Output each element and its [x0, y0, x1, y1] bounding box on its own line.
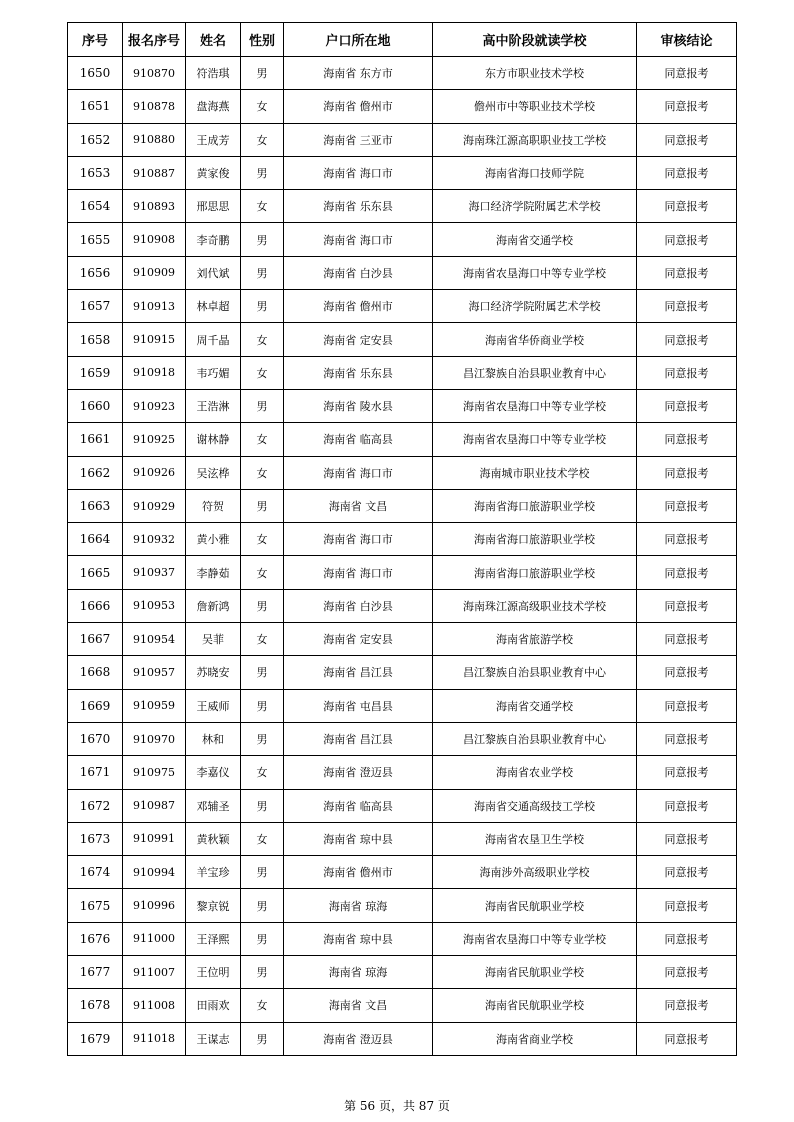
hukou-cell: 海南省 乐东县	[284, 190, 433, 223]
gender-cell: 男	[241, 656, 284, 689]
hukou-cell: 海南省 儋州市	[284, 290, 433, 323]
review-results-table-container	[67, 22, 736, 1056]
gender-cell: 男	[241, 589, 284, 622]
seq-cell: 1663	[68, 489, 123, 522]
gender-cell: 女	[241, 756, 284, 789]
name-cell: 王位明	[186, 956, 241, 989]
seq-cell: 1650	[68, 57, 123, 90]
col-school-header: 高中阶段就读学校	[433, 23, 637, 57]
school-cell: 海南省农垦海口中等专业学校	[433, 256, 637, 289]
conclusion-cell: 同意报考	[637, 889, 737, 922]
name-cell: 李奇鹏	[186, 223, 241, 256]
conclusion-cell: 同意报考	[637, 556, 737, 589]
conclusion-cell: 同意报考	[637, 756, 737, 789]
gender-cell: 男	[241, 256, 284, 289]
gender-cell: 男	[241, 956, 284, 989]
conclusion-cell: 同意报考	[637, 1022, 737, 1055]
table-body	[68, 57, 737, 1056]
page-number: 第 56 页，共 87 页	[344, 1099, 450, 1113]
table-row	[68, 456, 737, 489]
hukou-cell: 海南省 琼海	[284, 889, 433, 922]
hukou-cell: 海南省 琼中县	[284, 922, 433, 955]
reg-no-cell: 910957	[123, 656, 186, 689]
conclusion-cell: 同意报考	[637, 456, 737, 489]
school-cell: 海南省农垦海口中等专业学校	[433, 423, 637, 456]
reg-no-cell: 910880	[123, 123, 186, 156]
name-cell: 李静茹	[186, 556, 241, 589]
gender-cell: 女	[241, 523, 284, 556]
reg-no-cell: 910987	[123, 789, 186, 822]
conclusion-cell: 同意报考	[637, 722, 737, 755]
table-row	[68, 889, 737, 922]
seq-cell: 1668	[68, 656, 123, 689]
reg-no-cell: 910925	[123, 423, 186, 456]
school-cell: 海南省华侨商业学校	[433, 323, 637, 356]
conclusion-cell: 同意报考	[637, 356, 737, 389]
gender-cell: 女	[241, 456, 284, 489]
reg-no-cell: 910953	[123, 589, 186, 622]
reg-no-cell: 910887	[123, 156, 186, 189]
name-cell: 符浩琪	[186, 57, 241, 90]
school-cell: 海南省海口旅游职业学校	[433, 489, 637, 522]
name-cell: 符贺	[186, 489, 241, 522]
hukou-cell: 海南省 临高县	[284, 423, 433, 456]
school-cell: 海南城市职业技术学校	[433, 456, 637, 489]
conclusion-cell: 同意报考	[637, 290, 737, 323]
hukou-cell: 海南省 海口市	[284, 523, 433, 556]
table-row	[68, 789, 737, 822]
school-cell: 海口经济学院附属艺术学校	[433, 290, 637, 323]
gender-cell: 女	[241, 323, 284, 356]
name-cell: 刘代斌	[186, 256, 241, 289]
school-cell: 海南省民航职业学校	[433, 956, 637, 989]
name-cell: 林和	[186, 722, 241, 755]
reg-no-cell: 910975	[123, 756, 186, 789]
table-row	[68, 1022, 737, 1055]
name-cell: 黄小雅	[186, 523, 241, 556]
school-cell: 昌江黎族自治县职业教育中心	[433, 722, 637, 755]
conclusion-cell: 同意报考	[637, 123, 737, 156]
table-row	[68, 756, 737, 789]
reg-no-cell: 911000	[123, 922, 186, 955]
seq-cell: 1662	[68, 456, 123, 489]
name-cell: 黄秋颖	[186, 822, 241, 855]
table-row	[68, 489, 737, 522]
gender-cell: 男	[241, 389, 284, 422]
seq-cell: 1675	[68, 889, 123, 922]
gender-cell: 男	[241, 856, 284, 889]
name-cell: 詹新鸿	[186, 589, 241, 622]
reg-no-cell: 910878	[123, 90, 186, 123]
col-gender-header: 性别	[241, 23, 284, 57]
gender-cell: 男	[241, 156, 284, 189]
seq-cell: 1659	[68, 356, 123, 389]
conclusion-cell: 同意报考	[637, 523, 737, 556]
name-cell: 邓辅圣	[186, 789, 241, 822]
table-row	[68, 656, 737, 689]
reg-no-cell: 910994	[123, 856, 186, 889]
school-cell: 海口经济学院附属艺术学校	[433, 190, 637, 223]
reg-no-cell: 910893	[123, 190, 186, 223]
reg-no-cell: 910929	[123, 489, 186, 522]
name-cell: 王威师	[186, 689, 241, 722]
seq-cell: 1661	[68, 423, 123, 456]
name-cell: 王泽熙	[186, 922, 241, 955]
table-row	[68, 856, 737, 889]
table-header	[68, 23, 737, 57]
reg-no-cell: 910954	[123, 623, 186, 656]
seq-cell: 1660	[68, 389, 123, 422]
reg-no-cell: 910937	[123, 556, 186, 589]
conclusion-cell: 同意报考	[637, 389, 737, 422]
hukou-cell: 海南省 陵水县	[284, 389, 433, 422]
seq-cell: 1657	[68, 290, 123, 323]
col-name-header: 姓名	[186, 23, 241, 57]
reg-no-cell: 910918	[123, 356, 186, 389]
table-row	[68, 290, 737, 323]
conclusion-cell: 同意报考	[637, 789, 737, 822]
school-cell: 海南省海口技师学院	[433, 156, 637, 189]
school-cell: 海南省民航职业学校	[433, 989, 637, 1022]
conclusion-cell: 同意报考	[637, 323, 737, 356]
school-cell: 海南省农业学校	[433, 756, 637, 789]
hukou-cell: 海南省 定安县	[284, 323, 433, 356]
reg-no-cell: 910913	[123, 290, 186, 323]
table-row	[68, 423, 737, 456]
gender-cell: 男	[241, 57, 284, 90]
conclusion-cell: 同意报考	[637, 190, 737, 223]
name-cell: 田雨欢	[186, 989, 241, 1022]
seq-cell: 1652	[68, 123, 123, 156]
gender-cell: 男	[241, 290, 284, 323]
table-row	[68, 822, 737, 855]
table-row	[68, 689, 737, 722]
col-conclusion-header: 审核结论	[637, 23, 737, 57]
conclusion-cell: 同意报考	[637, 156, 737, 189]
conclusion-cell: 同意报考	[637, 689, 737, 722]
school-cell: 海南省海口旅游职业学校	[433, 556, 637, 589]
gender-cell: 女	[241, 190, 284, 223]
reg-no-cell: 911008	[123, 989, 186, 1022]
school-cell: 海南省农垦海口中等专业学校	[433, 389, 637, 422]
header-row	[68, 23, 737, 57]
name-cell: 李嘉仪	[186, 756, 241, 789]
table-row	[68, 223, 737, 256]
reg-no-cell: 910909	[123, 256, 186, 289]
gender-cell: 男	[241, 223, 284, 256]
table-row	[68, 90, 737, 123]
name-cell: 苏晓安	[186, 656, 241, 689]
table-row	[68, 323, 737, 356]
conclusion-cell: 同意报考	[637, 223, 737, 256]
seq-cell: 1672	[68, 789, 123, 822]
gender-cell: 男	[241, 722, 284, 755]
conclusion-cell: 同意报考	[637, 922, 737, 955]
table-row	[68, 722, 737, 755]
name-cell: 林卓超	[186, 290, 241, 323]
hukou-cell: 海南省 琼中县	[284, 822, 433, 855]
hukou-cell: 海南省 文昌	[284, 989, 433, 1022]
table-row	[68, 956, 737, 989]
seq-cell: 1665	[68, 556, 123, 589]
name-cell: 邢思思	[186, 190, 241, 223]
col-reg-no-header: 报名序号	[123, 23, 186, 57]
reg-no-cell: 910926	[123, 456, 186, 489]
school-cell: 昌江黎族自治县职业教育中心	[433, 656, 637, 689]
gender-cell: 女	[241, 356, 284, 389]
reg-no-cell: 910870	[123, 57, 186, 90]
name-cell: 王成芳	[186, 123, 241, 156]
reg-no-cell: 910996	[123, 889, 186, 922]
hukou-cell: 海南省 澄迈县	[284, 756, 433, 789]
seq-cell: 1671	[68, 756, 123, 789]
review-results-table	[67, 22, 737, 1056]
col-seq-header: 序号	[68, 23, 123, 57]
school-cell: 儋州市中等职业技术学校	[433, 90, 637, 123]
gender-cell: 男	[241, 689, 284, 722]
seq-cell: 1658	[68, 323, 123, 356]
hukou-cell: 海南省 昌江县	[284, 722, 433, 755]
conclusion-cell: 同意报考	[637, 90, 737, 123]
seq-cell: 1674	[68, 856, 123, 889]
seq-cell: 1670	[68, 722, 123, 755]
table-row	[68, 123, 737, 156]
conclusion-cell: 同意报考	[637, 623, 737, 656]
seq-cell: 1666	[68, 589, 123, 622]
seq-cell: 1673	[68, 822, 123, 855]
gender-cell: 女	[241, 90, 284, 123]
conclusion-cell: 同意报考	[637, 489, 737, 522]
seq-cell: 1655	[68, 223, 123, 256]
hukou-cell: 海南省 海口市	[284, 556, 433, 589]
table-row	[68, 589, 737, 622]
hukou-cell: 海南省 昌江县	[284, 656, 433, 689]
reg-no-cell: 910991	[123, 822, 186, 855]
gender-cell: 男	[241, 789, 284, 822]
col-hukou-header: 户口所在地	[284, 23, 433, 57]
school-cell: 东方市职业技术学校	[433, 57, 637, 90]
gender-cell: 男	[241, 922, 284, 955]
name-cell: 周千晶	[186, 323, 241, 356]
name-cell: 王谋志	[186, 1022, 241, 1055]
school-cell: 海南珠江源高级职业技术学校	[433, 589, 637, 622]
name-cell: 吴泫桦	[186, 456, 241, 489]
conclusion-cell: 同意报考	[637, 822, 737, 855]
hukou-cell: 海南省 三亚市	[284, 123, 433, 156]
name-cell: 王浩淋	[186, 389, 241, 422]
school-cell: 海南省海口旅游职业学校	[433, 523, 637, 556]
school-cell: 海南省民航职业学校	[433, 889, 637, 922]
school-cell: 昌江黎族自治县职业教育中心	[433, 356, 637, 389]
hukou-cell: 海南省 东方市	[284, 57, 433, 90]
hukou-cell: 海南省 海口市	[284, 223, 433, 256]
hukou-cell: 海南省 儋州市	[284, 90, 433, 123]
hukou-cell: 海南省 临高县	[284, 789, 433, 822]
seq-cell: 1656	[68, 256, 123, 289]
reg-no-cell: 910970	[123, 722, 186, 755]
table-row	[68, 623, 737, 656]
school-cell: 海南省交通学校	[433, 689, 637, 722]
hukou-cell: 海南省 白沙县	[284, 589, 433, 622]
school-cell: 海南省农垦卫生学校	[433, 822, 637, 855]
hukou-cell: 海南省 乐东县	[284, 356, 433, 389]
name-cell: 黎京锐	[186, 889, 241, 922]
seq-cell: 1679	[68, 1022, 123, 1055]
hukou-cell: 海南省 白沙县	[284, 256, 433, 289]
table-row	[68, 190, 737, 223]
conclusion-cell: 同意报考	[637, 256, 737, 289]
seq-cell: 1654	[68, 190, 123, 223]
conclusion-cell: 同意报考	[637, 989, 737, 1022]
table-row	[68, 356, 737, 389]
conclusion-cell: 同意报考	[637, 589, 737, 622]
hukou-cell: 海南省 屯昌县	[284, 689, 433, 722]
seq-cell: 1678	[68, 989, 123, 1022]
conclusion-cell: 同意报考	[637, 57, 737, 90]
seq-cell: 1651	[68, 90, 123, 123]
reg-no-cell: 910959	[123, 689, 186, 722]
hukou-cell: 海南省 澄迈县	[284, 1022, 433, 1055]
hukou-cell: 海南省 儋州市	[284, 856, 433, 889]
gender-cell: 女	[241, 423, 284, 456]
reg-no-cell: 911018	[123, 1022, 186, 1055]
seq-cell: 1676	[68, 922, 123, 955]
conclusion-cell: 同意报考	[637, 423, 737, 456]
hukou-cell: 海南省 海口市	[284, 156, 433, 189]
seq-cell: 1667	[68, 623, 123, 656]
gender-cell: 女	[241, 822, 284, 855]
table-row	[68, 989, 737, 1022]
name-cell: 盘海燕	[186, 90, 241, 123]
reg-no-cell: 910923	[123, 389, 186, 422]
school-cell: 海南珠江源高职职业技工学校	[433, 123, 637, 156]
table-row	[68, 389, 737, 422]
hukou-cell: 海南省 文昌	[284, 489, 433, 522]
conclusion-cell: 同意报考	[637, 956, 737, 989]
table-row	[68, 556, 737, 589]
seq-cell: 1653	[68, 156, 123, 189]
table-row	[68, 256, 737, 289]
school-cell: 海南省交通学校	[433, 223, 637, 256]
school-cell: 海南涉外高级职业学校	[433, 856, 637, 889]
name-cell: 韦巧媚	[186, 356, 241, 389]
school-cell: 海南省商业学校	[433, 1022, 637, 1055]
seq-cell: 1677	[68, 956, 123, 989]
conclusion-cell: 同意报考	[637, 656, 737, 689]
table-row	[68, 57, 737, 90]
gender-cell: 女	[241, 556, 284, 589]
hukou-cell: 海南省 海口市	[284, 456, 433, 489]
hukou-cell: 海南省 琼海	[284, 956, 433, 989]
name-cell: 羊宝珍	[186, 856, 241, 889]
gender-cell: 男	[241, 889, 284, 922]
hukou-cell: 海南省 定安县	[284, 623, 433, 656]
conclusion-cell: 同意报考	[637, 856, 737, 889]
table-row	[68, 922, 737, 955]
name-cell: 黄家俊	[186, 156, 241, 189]
school-cell: 海南省旅游学校	[433, 623, 637, 656]
reg-no-cell: 910908	[123, 223, 186, 256]
reg-no-cell: 910915	[123, 323, 186, 356]
name-cell: 谢林静	[186, 423, 241, 456]
table-row	[68, 156, 737, 189]
school-cell: 海南省交通高级技工学校	[433, 789, 637, 822]
name-cell: 吴菲	[186, 623, 241, 656]
seq-cell: 1669	[68, 689, 123, 722]
table-row	[68, 523, 737, 556]
gender-cell: 女	[241, 623, 284, 656]
school-cell: 海南省农垦海口中等专业学校	[433, 922, 637, 955]
gender-cell: 女	[241, 989, 284, 1022]
reg-no-cell: 910932	[123, 523, 186, 556]
reg-no-cell: 911007	[123, 956, 186, 989]
seq-cell: 1664	[68, 523, 123, 556]
gender-cell: 男	[241, 1022, 284, 1055]
gender-cell: 男	[241, 489, 284, 522]
gender-cell: 女	[241, 123, 284, 156]
